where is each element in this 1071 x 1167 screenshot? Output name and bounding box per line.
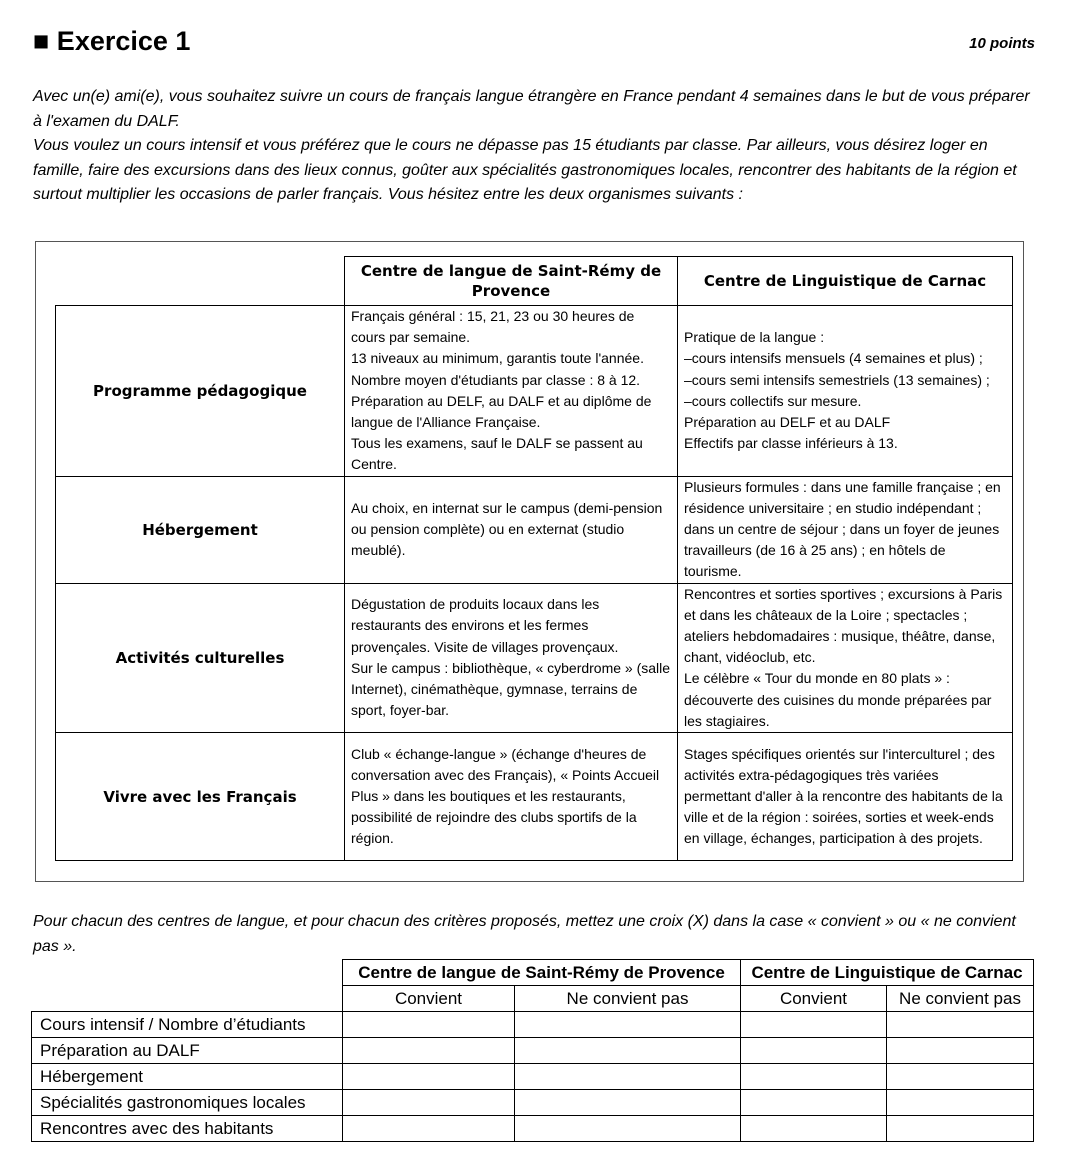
- text-line: Préparation au DELF, au DALF et au diplôme de langue de l'Alliance Française.: [351, 392, 652, 431]
- answer-checkbox-cell[interactable]: [515, 1090, 741, 1116]
- text-line: Nombre moyen d'étudiants par classe : 8 à 12.: [351, 371, 641, 388]
- points-label: 10 points: [969, 35, 1035, 52]
- grid-col-convient: Convient: [741, 986, 887, 1012]
- grid-row: [32, 1012, 1034, 1038]
- answer-checkbox-cell[interactable]: [515, 1116, 741, 1142]
- header-carnac: Centre de Linguistique de Carnac: [678, 257, 1013, 306]
- activites-carnac: [678, 583, 1013, 732]
- grid-header-saint-remy: Centre de langue de Saint-Rémy de Provence: [343, 960, 741, 986]
- grid-header-centres: [32, 960, 1034, 986]
- answer-checkbox-cell[interactable]: [741, 1064, 887, 1090]
- grid-empty-cell: [32, 986, 343, 1012]
- answer-checkbox-cell[interactable]: [887, 1090, 1034, 1116]
- text-line: Préparation au DELF et au DALF: [684, 414, 891, 431]
- hebergement-carnac: [678, 476, 1013, 583]
- table-header-row: [56, 257, 1013, 306]
- answer-checkbox-cell[interactable]: [515, 1038, 741, 1064]
- text-line: Au choix, en internat sur le campus (demi-pension ou pension complète) ou en externat (studio meublé).: [351, 499, 663, 559]
- answer-checkbox-cell[interactable]: [515, 1064, 741, 1090]
- text-line: Club « échange-langue » (échange d'heures de conversation avec des Français), « Points Accueil Plus » dans les boutiques et les restaurants, possibilité de rejoindre des clubs sportifs de la région.: [351, 745, 660, 847]
- text-line: –cours semi intensifs semestriels (13 semaines) ;: [684, 371, 990, 388]
- intro-paragraph-2: Vous voulez un cours intensif et vous préférez que le cours ne dépasse pas 15 étudiants par classe. Par ailleurs, vous désirez loger en famille, faire des excursions dans des lieux connus, goûter aux spécialités gastronomiques locales, rencontrer des habitants de la région et surtout multiplier les occasions de parler français. Vous hésitez entre les deux organismes suivants :: [33, 137, 1017, 203]
- answer-checkbox-cell[interactable]: [887, 1012, 1034, 1038]
- text-line: Dégustation de produits locaux dans les restaurants des environs et les fermes provençales. Visite de villages provençaux.: [351, 596, 619, 655]
- empty-corner-cell: [56, 257, 345, 306]
- grid-col-ne-convient-pas: Ne convient pas: [515, 986, 741, 1012]
- vivre-saint-remy: [345, 733, 678, 861]
- activites-saint-remy: [345, 583, 678, 732]
- answer-checkbox-cell[interactable]: [515, 1012, 741, 1038]
- row-label-programme: Programme pédagogique: [56, 306, 345, 477]
- grid-criterion-label: Hébergement: [32, 1064, 343, 1090]
- programme-carnac: [678, 306, 1013, 477]
- grid-empty-cell: [32, 960, 343, 986]
- row-label-activites: Activités culturelles: [56, 583, 345, 732]
- text-line: –cours intensifs mensuels (4 semaines et plus) ;: [684, 350, 983, 367]
- table-row: [56, 306, 1013, 477]
- grid-criterion-label: Préparation au DALF: [32, 1038, 343, 1064]
- header-saint-remy: Centre de langue de Saint-Rémy de Provence: [345, 257, 678, 306]
- centres-comparison-table: [55, 256, 1013, 861]
- answer-grid: [31, 959, 1034, 1142]
- answer-checkbox-cell[interactable]: [741, 1038, 887, 1064]
- row-label-hebergement: Hébergement: [56, 476, 345, 583]
- grid-row: [32, 1038, 1034, 1064]
- answer-checkbox-cell[interactable]: [343, 1038, 515, 1064]
- answer-checkbox-cell[interactable]: [887, 1038, 1034, 1064]
- row-label-vivre: Vivre avec les Français: [56, 733, 345, 861]
- table-row: [56, 733, 1013, 861]
- intro-paragraph-1: Avec un(e) ami(e), vous souhaitez suivre un cours de français langue étrangère en France pendant 4 semaines dans le but de vous préparer à l'examen du DALF.: [33, 88, 1030, 130]
- grid-criterion-label: Cours intensif / Nombre d’étudiants: [32, 1012, 343, 1038]
- text-line: Pratique de la langue :: [684, 329, 825, 346]
- answer-checkbox-cell[interactable]: [741, 1116, 887, 1142]
- text-line: Tous les examens, sauf le DALF se passent au Centre.: [351, 435, 643, 473]
- table-row: [56, 583, 1013, 732]
- intro-text: [33, 85, 1037, 208]
- answer-checkbox-cell[interactable]: [887, 1116, 1034, 1142]
- text-line: Le célèbre « Tour du monde en 80 plats » : découverte des cuisines du monde préparées par les stagiaires.: [684, 670, 992, 729]
- exercise-title: ■ Exercice 1: [33, 26, 191, 56]
- answer-checkbox-cell[interactable]: [887, 1064, 1034, 1090]
- grid-row: [32, 1116, 1034, 1142]
- answer-checkbox-cell[interactable]: [741, 1090, 887, 1116]
- grid-col-ne-convient-pas: Ne convient pas: [887, 986, 1034, 1012]
- text-line: –cours collectifs sur mesure.: [684, 392, 862, 409]
- grid-header-carnac: Centre de Linguistique de Carnac: [741, 960, 1034, 986]
- text-line: Rencontres et sorties sportives ; excursions à Paris et dans les châteaux de la Loire ; spectacles ; ateliers hebdomadaires : musique, théâtre, danse, chant, vidéoclub, etc.: [684, 585, 1003, 666]
- answer-checkbox-cell[interactable]: [343, 1090, 515, 1116]
- grid-col-convient: Convient: [343, 986, 515, 1012]
- grid-row: [32, 1064, 1034, 1090]
- answer-checkbox-cell[interactable]: [343, 1064, 515, 1090]
- grid-header-options: [32, 986, 1034, 1012]
- programme-saint-remy: [345, 306, 678, 477]
- instruction-text: Pour chacun des centres de langue, et pour chacun des critères proposés, mettez une croix (X) dans la case « convient » ou « ne convient pas ».: [33, 913, 1016, 955]
- answer-checkbox-cell[interactable]: [741, 1012, 887, 1038]
- text-line: Stages spécifiques orientés sur l'interculturel ; des activités extra-pédagogiques très variées permettant d'aller à la rencontre des habitants de la ville et de la région : soirées, sorties et week-ends en village, échanges, participation à des projets.: [684, 745, 1003, 847]
- grid-criterion-label: Spécialités gastronomiques locales: [32, 1090, 343, 1116]
- hebergement-saint-remy: [345, 476, 678, 583]
- table-row: [56, 476, 1013, 583]
- grid-criterion-label: Rencontres avec des habitants: [32, 1116, 343, 1142]
- answer-checkbox-cell[interactable]: [343, 1012, 515, 1038]
- text-line: Plusieurs formules : dans une famille française ; en résidence universitaire ; en studio indépendant ; dans un centre de séjour ; dans un foyer de jeunes travailleurs (de 16 à 25 ans) ; en hôtels de tourisme.: [684, 478, 1001, 580]
- text-line: 13 niveaux au minimum, garantis toute l'année.: [351, 350, 644, 367]
- answer-checkbox-cell[interactable]: [343, 1116, 515, 1142]
- vivre-carnac: [678, 733, 1013, 861]
- text-line: Effectifs par classe inférieurs à 13.: [684, 435, 898, 452]
- text-line: Français général : 15, 21, 23 ou 30 heures de cours par semaine.: [351, 308, 635, 346]
- grid-row: [32, 1090, 1034, 1116]
- text-line: Sur le campus : bibliothèque, « cyberdrome » (salle Internet), cinémathèque, gymnase, terrains de sport, foyer-bar.: [351, 659, 671, 719]
